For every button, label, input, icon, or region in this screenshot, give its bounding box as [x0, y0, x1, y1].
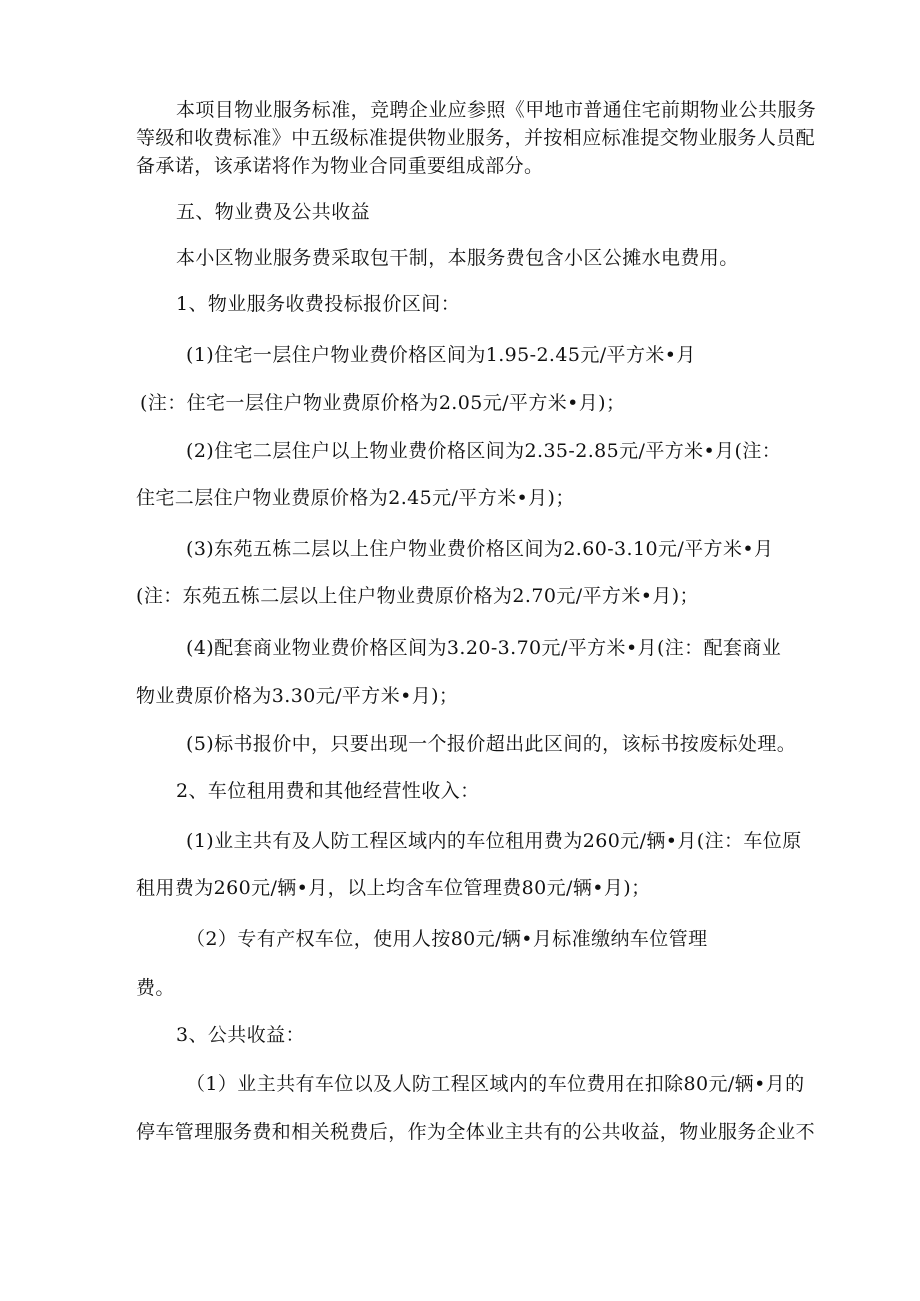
public-revenue-item-1-line-1: （1）业主共有车位以及人防工程区域内的车位费用在扣除80元/辆•月的: [186, 1073, 805, 1095]
public-revenue-item-1-line-2: 停车管理服务费和相关税费后，作为全体业主共有的公共收益，物业服务企业不: [136, 1121, 816, 1143]
paragraph-line-4: 本小区物业服务费采取包干制，本服务费包含小区公摊水电费用。: [176, 247, 739, 269]
item-3-line-1: (3)东苑五栋二层以上住户物业费价格区间为2.60-3.10元/平方米•月: [186, 538, 774, 560]
section-heading-5: 五、物业费及公共收益: [176, 201, 371, 223]
paragraph-line-3: 备承诺，该承诺将作为物业合同重要组成部分。: [136, 155, 544, 177]
item-4-line-2: 物业费原价格为3.30元/平方米•月)；: [136, 685, 459, 707]
parking-item-1-line-2: 租用费为260元/辆•月，以上均含车位管理费80元/辆•月)；: [136, 877, 651, 899]
item-3-line-2: (注：东苑五栋二层以上住户物业费原价格为2.70元/平方米•月)；: [136, 585, 699, 607]
parking-item-2-line-1: （2）专有产权车位，使用人按80元/辆•月标准缴纳车位管理: [186, 928, 708, 950]
paragraph-line-1: 本项目物业服务标准，竞聘企业应参照《甲地市普通住宅前期物业公共服务: [176, 99, 817, 121]
subheading-3: 3、公共收益：: [176, 1024, 305, 1046]
paragraph-line-2: 等级和收费标准》中五级标准提供物业服务，并按相应标准提交物业服务人员配: [136, 127, 816, 149]
item-1-line-2: (注：住宅一层住户物业费原价格为2.05元/平方米•月)；: [140, 392, 626, 414]
item-5-line: (5)标书报价中，只要出现一个报价超出此区间的，该标书按废标处理。: [186, 733, 797, 755]
item-1-line-1: (1)住宅一层住户物业费价格区间为1.95-2.45元/平方米•月: [186, 344, 696, 366]
parking-item-1-line-1: (1)业主共有及人防工程区域内的车位租用费为260元/辆•月(注：车位原: [186, 830, 802, 852]
item-2-line-2: 住宅二层住户物业费原价格为2.45元/平方米•月)；: [136, 487, 575, 509]
parking-item-2-line-2: 费。: [136, 977, 175, 999]
item-2-line-1: (2)住宅二层住户以上物业费价格区间为2.35-2.85元/平方米•月(注：: [186, 440, 782, 462]
item-4-line-1: (4)配套商业物业费价格区间为3.20-3.70元/平方米•月(注：配套商业: [186, 637, 782, 659]
subheading-1: 1、物业服务收费投标报价区间：: [176, 293, 461, 315]
subheading-2: 2、车位租用费和其他经营性收入：: [176, 780, 480, 802]
